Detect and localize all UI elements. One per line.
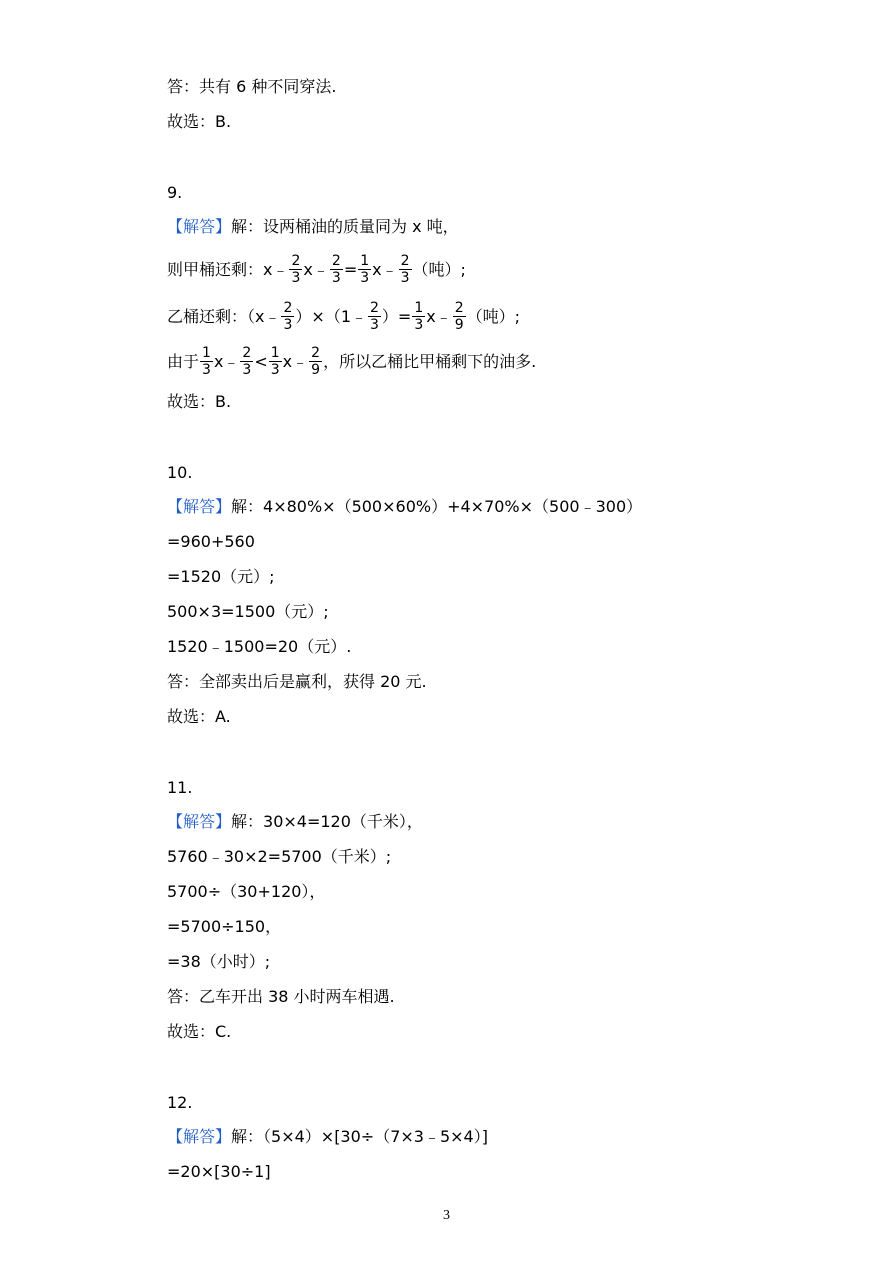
q10-line [167, 637, 351, 657]
q9-line3 [167, 301, 520, 332]
q10-line [167, 532, 255, 552]
q11-line [167, 847, 391, 867]
q11-line-text: =38（小时）; [167, 952, 271, 971]
q11-line-text: 答：乙车开出 38 小时两车相遇. [167, 987, 395, 1006]
q11-line [167, 1022, 231, 1042]
q9-line2-mid1: x﹣ [303, 259, 329, 279]
q9-line2-suffix: （吨）; [412, 259, 466, 279]
numerator: 2 [370, 300, 379, 316]
q9-line2-eq: = [343, 259, 358, 279]
q8-answer-text: 答：共有 6 种不同穿法. [167, 77, 337, 96]
q9-line2-prefix: 则甲桶还剩：x﹣ [167, 259, 289, 279]
q9-line4-prefix: 由于 [167, 351, 200, 371]
solution-tag: 【解答】 [167, 217, 232, 236]
denominator: 3 [242, 362, 252, 378]
q9-line3-mid2: ）= [381, 306, 412, 326]
fraction [368, 301, 381, 332]
denominator: 3 [400, 270, 410, 286]
q10-line-text: 500×3=1500（元）; [167, 602, 329, 621]
denominator: 3 [270, 362, 280, 378]
q9-line1 [167, 217, 459, 237]
q9-choice-text: 故选：B. [167, 392, 232, 411]
q9-choice [167, 392, 231, 412]
q9-line3-prefix: 乙桶还剩：（x﹣ [167, 306, 281, 326]
denominator: 3 [360, 270, 370, 286]
q8-choice-text: 故选：B. [167, 112, 232, 131]
fraction [269, 346, 282, 377]
q12-line [167, 1162, 271, 1182]
q11-line [167, 917, 281, 937]
fraction [240, 346, 253, 377]
q11-number-text: 11. [167, 778, 193, 797]
q11-line [167, 952, 270, 972]
numerator: 2 [311, 345, 321, 361]
q9-line2-mid2: x﹣ [372, 259, 398, 279]
denominator: 3 [291, 270, 301, 286]
denominator: 3 [414, 317, 424, 333]
q10-line-text: 解：4×80%×（500×60%）+4×70%×（500﹣300） [231, 497, 643, 516]
q12-line [167, 1127, 488, 1147]
q9-line3-mid3: x﹣ [426, 306, 452, 326]
numerator: 1 [270, 345, 280, 361]
q10-line-text: 1520﹣1500=20（元）. [167, 637, 352, 656]
numerator: 2 [454, 300, 464, 316]
q11-line-text: 5700÷（30+120）， [167, 882, 326, 901]
q9-line3-suffix: （吨）; [466, 306, 521, 326]
q10-number-text: 10. [167, 463, 193, 482]
q10-line [167, 602, 329, 622]
fraction [412, 301, 425, 332]
q9-number [167, 183, 182, 203]
fraction [399, 254, 412, 285]
numerator: 2 [400, 253, 410, 269]
solution-tag: 【解答】 [167, 497, 232, 516]
q12-line-text: =20×[30÷1] [167, 1162, 271, 1181]
fraction [289, 254, 302, 285]
q11-line-text: 解：30×4=120（千米）， [231, 812, 423, 831]
q11-line [167, 987, 395, 1007]
denominator: 3 [331, 270, 341, 286]
fraction [200, 346, 213, 377]
q9-line4 [167, 346, 536, 377]
denominator: 9 [454, 317, 464, 333]
q11-line-text: 故选：C. [167, 1022, 232, 1041]
numerator: 1 [360, 253, 370, 269]
q11-number [167, 778, 192, 798]
q10-line-text: =1520（元）; [167, 567, 275, 586]
fraction [453, 301, 466, 332]
q10-line [167, 707, 231, 727]
q8-choice [167, 112, 231, 132]
q10-line-text: =960+560 [167, 532, 255, 551]
q9-line4-lt: < [254, 351, 268, 371]
solution-tag: 【解答】 [167, 1127, 232, 1146]
numerator: 2 [283, 300, 293, 316]
q9-line4-mid1: x﹣ [213, 351, 240, 371]
q9-number-text: 9. [167, 183, 183, 202]
q9-line2 [167, 254, 466, 285]
numerator: 1 [414, 300, 424, 316]
q10-line [167, 497, 642, 517]
fraction [358, 254, 371, 285]
fraction [330, 254, 343, 285]
q9-line1-text: 解：设两桶油的质量同为 x 吨， [231, 217, 459, 236]
q12-number-text: 12. [167, 1093, 193, 1112]
denominator: 3 [202, 362, 211, 378]
q12-line-text: 解：（5×4）×[30÷（7×3﹣5×4）] [231, 1127, 488, 1146]
q11-line-text: =5700÷150， [167, 917, 282, 936]
q10-line-text: 故选：A. [167, 707, 231, 726]
numerator: 1 [202, 345, 211, 361]
q12-number [167, 1093, 192, 1113]
q10-line-text: 答：全部卖出后是赢利，获得 20 元. [167, 672, 427, 691]
fraction [309, 346, 322, 377]
numerator: 2 [291, 253, 301, 269]
denominator: 3 [370, 317, 379, 333]
denominator: 3 [283, 317, 293, 333]
page-number: 3 [443, 1208, 450, 1223]
fraction [281, 301, 294, 332]
numerator: 2 [331, 253, 341, 269]
q9-line4-mid2: x﹣ [282, 351, 309, 371]
q9-line4-suffix: ，所以乙桶比甲桶剩下的油多. [323, 351, 537, 371]
q10-number [167, 463, 192, 483]
q8-answer [167, 77, 336, 97]
q11-line-text: 5760﹣30×2=5700（千米）; [167, 847, 392, 866]
solution-tag: 【解答】 [167, 812, 232, 831]
q10-line [167, 567, 275, 587]
numerator: 2 [242, 345, 252, 361]
q11-line [167, 882, 325, 902]
q9-line3-mid1: ）×（1﹣ [295, 306, 367, 326]
denominator: 9 [311, 362, 321, 378]
q11-line [167, 812, 423, 832]
q10-line [167, 672, 427, 692]
